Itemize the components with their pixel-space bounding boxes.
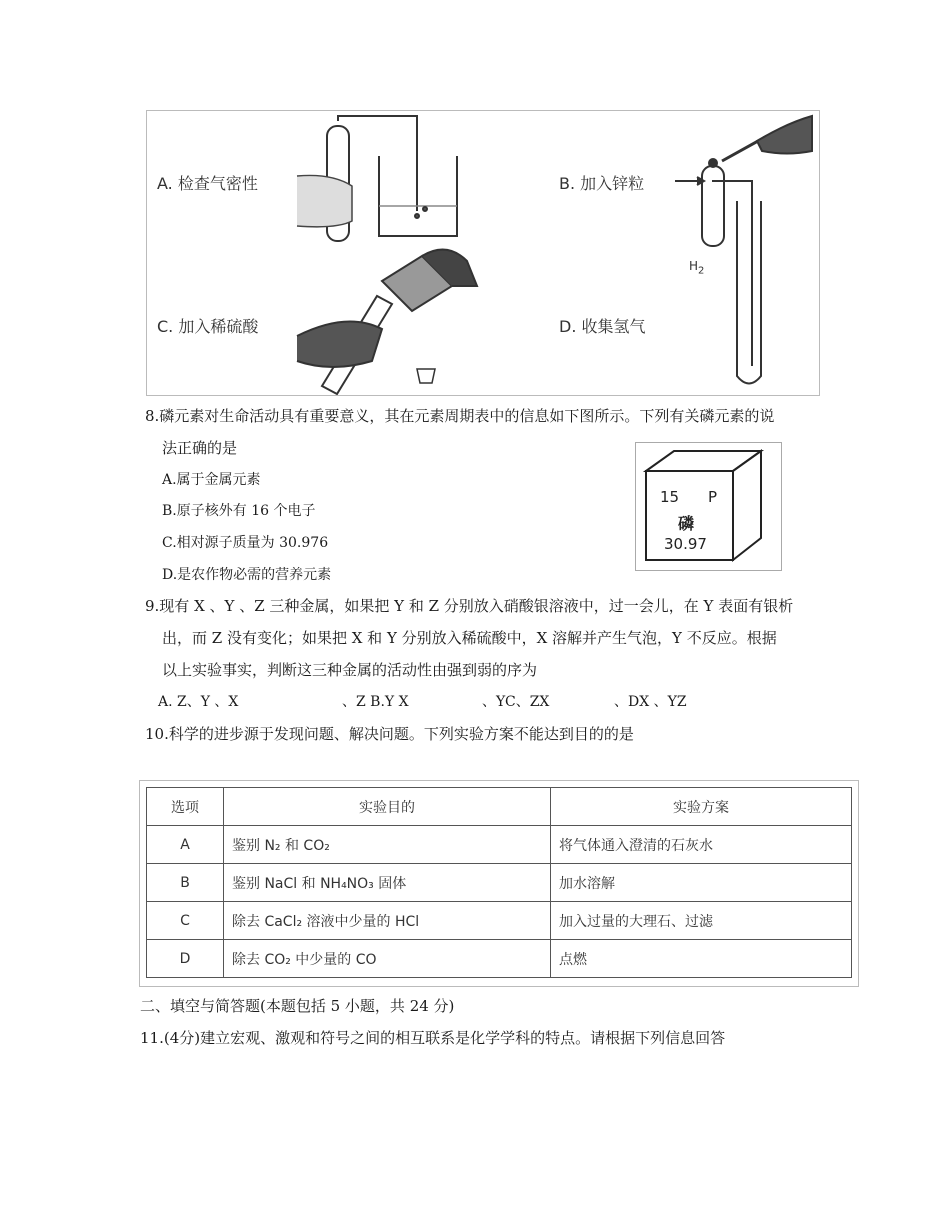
experiment-drawings	[147, 111, 819, 395]
element-symbol: P	[708, 488, 718, 506]
table-row	[147, 826, 852, 864]
element-name: 磷	[678, 514, 695, 533]
h2-label: $H_2$	[689, 259, 705, 277]
element-cell-figure	[635, 442, 782, 571]
row-purpose: 除去 CaCl₂ 溶液中少量的 HCl	[224, 902, 551, 940]
row-plan: 加入过量的大理石、过滤	[551, 902, 852, 940]
row-purpose: 除去 CO₂ 中少量的 CO	[224, 940, 551, 978]
header-option: 选项	[147, 788, 224, 826]
q10-table-figure	[139, 780, 859, 987]
row-option: D	[147, 940, 224, 978]
row-option: B	[147, 864, 224, 902]
row-purpose: 鉴别 NaCl 和 NH₄NO₃ 固体	[224, 864, 551, 902]
figure-label-c: C. 加入稀硫酸	[157, 317, 259, 336]
q9-option-d: 、DX 、YZ	[614, 694, 687, 710]
row-option: C	[147, 902, 224, 940]
q8-line1: 8.磷元素对生命活动具有重要意义，其在元素周期表中的信息如下图所示。下列有关磷元素的说	[145, 407, 775, 425]
q9-line1: 9.现有 X 、Y 、Z 三种金属，如果把 Y 和 Z 分别放入硝酸银溶液中，过一会儿，在 Y 表面有银析	[145, 597, 794, 615]
table-row	[147, 940, 852, 978]
row-option: A	[147, 826, 224, 864]
row-plan: 加水溶解	[551, 864, 852, 902]
q8-option-d: D.是农作物必需的营养元素	[162, 567, 332, 583]
apparatus-a-drawing	[297, 116, 457, 241]
q10-table	[146, 787, 852, 978]
header-purpose: 实验目的	[224, 788, 551, 826]
row-purpose: 鉴别 N₂ 和 CO₂	[224, 826, 551, 864]
figure-label-b: B. 加入锌粒	[559, 174, 645, 193]
element-cube-drawing	[636, 443, 781, 570]
row-plan: 将气体通入澄清的石灰水	[551, 826, 852, 864]
q9-option-a: A. Z、Y 、X	[158, 694, 239, 710]
experiment-figure	[146, 110, 820, 396]
section-2-heading: 二、填空与简答题(本题包括 5 小题，共 24 分)	[140, 997, 455, 1015]
q9-option-b: 、Z B.Y X	[342, 694, 409, 710]
figure-label-d: D. 收集氢气	[559, 317, 646, 336]
q9-line2: 出，而 Z 没有变化；如果把 X 和 Y 分别放入稀硫酸中，X 溶解并产生气泡，Y 不反应。根据	[162, 629, 777, 647]
apparatus-c-drawing	[297, 250, 477, 394]
table-row	[147, 864, 852, 902]
element-atomic-number: 15	[660, 488, 680, 506]
q8-option-a: A.属于金属元素	[162, 472, 261, 488]
table-header-row	[147, 788, 852, 826]
q9-option-c: 、YC、ZX	[482, 694, 550, 710]
q10-line1: 10.科学的进步源于发现问题、解决问题。下列实验方案不能达到目的的是	[145, 725, 634, 743]
row-plan: 点燃	[551, 940, 852, 978]
q8-line2: 法正确的是	[162, 439, 238, 457]
q11-line1: 11.(4分)建立宏观、激观和符号之间的相互联系是化学学科的特点。请根据下列信息回答	[140, 1029, 726, 1047]
q9-line3: 以上实验事实，判断这三种金属的活动性由强到弱的序为	[162, 661, 538, 679]
element-mass: 30.97	[664, 535, 707, 553]
figure-label-a: A. 检查气密性	[157, 174, 258, 193]
q8-option-c: C.相对源子质量为 30.976	[162, 535, 329, 551]
apparatus-d-drawing	[675, 177, 761, 384]
table-row	[147, 902, 852, 940]
q8-option-b: B.原子核外有 16 个电子	[162, 503, 316, 519]
header-plan: 实验方案	[551, 788, 852, 826]
